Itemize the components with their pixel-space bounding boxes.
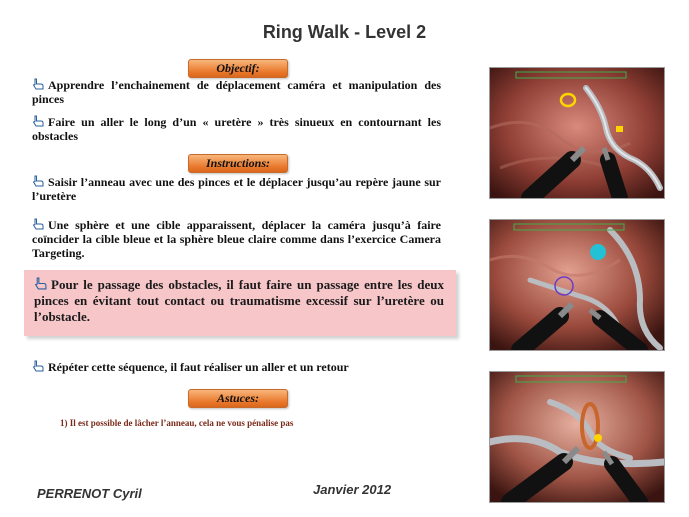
hand-pointer-icon [32, 115, 44, 127]
page-title: Ring Walk - Level 2 [262, 22, 427, 42]
date: Janvier 2012 [313, 482, 392, 497]
hand-pointer-icon [32, 218, 44, 230]
hand-pointer-icon [32, 78, 44, 90]
hand-pointer-icon [34, 277, 47, 290]
objectif-item [32, 115, 441, 143]
simulator-screenshot-1 [489, 67, 665, 199]
instructions-header: Instructions: [188, 154, 288, 173]
author: PERRENOT Cyril [37, 486, 142, 501]
repeat-text: Répéter cette séquence, il faut réaliser un aller et un retour [48, 360, 349, 374]
objectif-header: Objectif: [188, 59, 288, 78]
instruction-item [32, 218, 441, 260]
simulator-screenshot-3 [489, 371, 665, 503]
instruction-text: Saisir l’anneau avec une des pinces et le déplacer jusqu’au repère jaune sur l’uretère [32, 175, 441, 203]
hand-pointer-icon [32, 360, 44, 372]
highlight-text: Pour le passage des obstacles, il faut faire un passage entre les deux pinces en évitant tout contact ou traumatisme excessif sur l’uretère ou l’obstacle. [34, 277, 444, 324]
hand-pointer-icon [32, 175, 44, 187]
astuces-header: Astuces: [188, 389, 288, 408]
objectif-text: Faire un aller le long d’un « uretère » très sinueux en contournant les obstacles [32, 115, 441, 143]
tip-text: 1) Il est possible de lâcher l’anneau, cela ne vous pénalise pas [60, 418, 294, 428]
objectif-item [32, 78, 441, 106]
simulator-screenshot-2 [489, 219, 665, 351]
highlight-item [34, 277, 444, 325]
objectif-text: Apprendre l’enchainement de déplacement caméra et manipulation des pinces [32, 78, 441, 106]
repeat-item [32, 360, 441, 374]
instruction-text: Une sphère et une cible apparaissent, déplacer la caméra jusqu’à faire coïncider la cible bleue et la sphère bleue claire comme dans l’exercice Camera Targeting. [32, 218, 441, 260]
instruction-item [32, 175, 441, 203]
